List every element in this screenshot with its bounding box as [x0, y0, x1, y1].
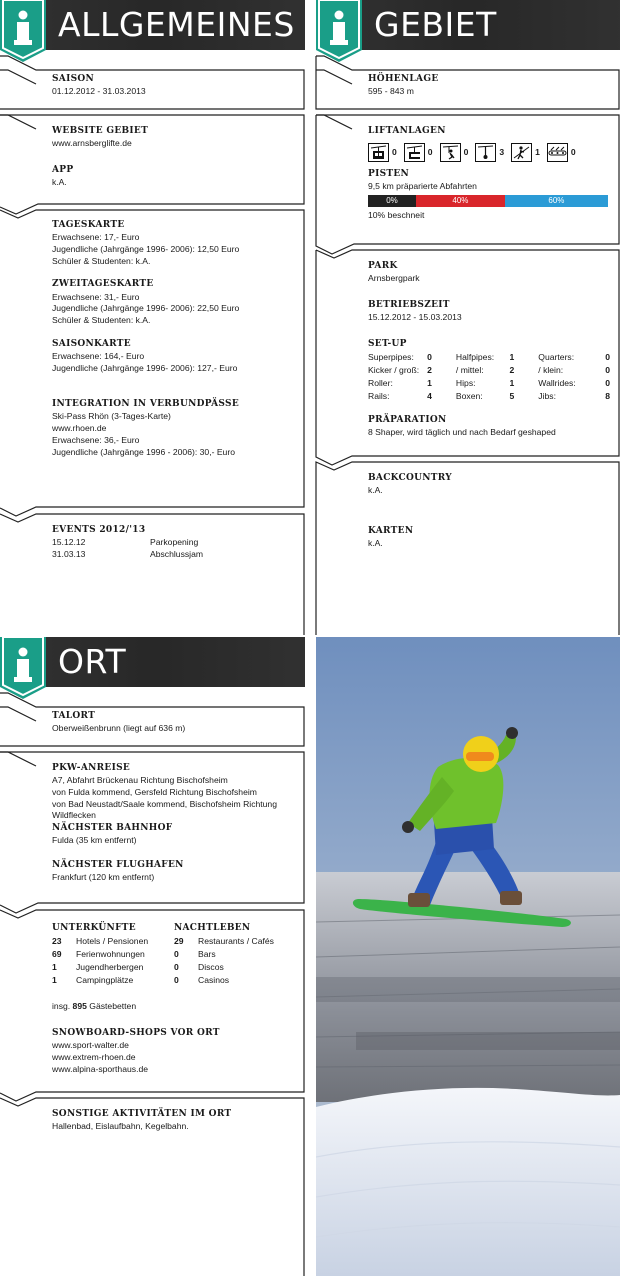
- shops-label: SNOWBOARD-SHOPS VOR ORT: [52, 1027, 220, 1038]
- tageskarte-line: Jugendliche (Jahrgänge 1996- 2006): 12,50 Euro: [52, 243, 240, 254]
- unterkunft-row: [52, 961, 148, 974]
- setup-table: [368, 351, 610, 403]
- pkw-line: von Bad Neustadt/Saale kommend, Bischofsheim Richtung: [52, 798, 277, 809]
- setup-value: 0: [427, 352, 432, 363]
- unterkunft-count: 69: [52, 949, 62, 960]
- event-row: [52, 537, 295, 549]
- event-date: 15.12.12: [52, 537, 86, 548]
- setup-row: [368, 377, 610, 390]
- shop-link[interactable]: www.alpina-sporthaus.de: [52, 1063, 149, 1074]
- unterkunft-row: [52, 974, 148, 987]
- shop-link[interactable]: www.sport-walter.de: [52, 1040, 129, 1051]
- shop-link[interactable]: www.extrem-rhoen.de: [52, 1051, 136, 1062]
- flughafen-label: NÄCHSTER FLUGHAFEN: [52, 859, 184, 870]
- betten-suffix: Gästebetten: [89, 1001, 137, 1012]
- verbund-line: Jugendliche (Jahrgänge 1996 - 2006): 30,- Euro: [52, 446, 235, 457]
- section-title: ALLGEMEINES: [58, 5, 295, 44]
- unterkunft-count: 1: [52, 975, 57, 986]
- event-name: Parkopening: [150, 537, 199, 548]
- setup-name: Quarters:: [538, 352, 575, 363]
- praeparation-label: PRÄPARATION: [368, 415, 447, 426]
- verbund-label: INTEGRATION IN VERBUNDPÄSSE: [52, 399, 239, 410]
- pkw-line: von Fulda kommend, Gersfeld Richtung Bischofsheim: [52, 786, 257, 797]
- nachtleben-name: Discos: [198, 962, 224, 973]
- setup-name: Boxen:: [455, 391, 483, 402]
- unterkunft-count: 1: [52, 962, 57, 973]
- piste-red-segment: 40%: [416, 195, 505, 207]
- tageskarte-line: Erwachsene: 17,- Euro: [52, 232, 140, 243]
- box-hoehenlage: [316, 56, 620, 110]
- nachtleben-count: 0: [174, 975, 179, 986]
- event-date: 31.03.13: [52, 548, 86, 559]
- setup-row: [368, 351, 610, 364]
- verbund-line: Erwachsene: 36,- Euro: [52, 434, 140, 445]
- conveyor-belt-icon: [547, 143, 568, 162]
- info-icon: [316, 0, 362, 62]
- park-label: PARK: [368, 261, 398, 271]
- box-talort: [0, 693, 305, 747]
- setup-name: Wallrides:: [538, 378, 576, 389]
- unterkunft-name: Campingplätze: [76, 975, 134, 986]
- website-link[interactable]: www.arnsberglifte.de: [52, 138, 132, 149]
- sonstige-label: SONSTIGE AKTIVITÄTEN IM ORT: [52, 1109, 232, 1119]
- box-tickets: [0, 210, 305, 508]
- app-label: APP: [52, 164, 74, 175]
- karten-value: k.A.: [368, 538, 383, 549]
- piste-bar: [368, 195, 608, 207]
- setup-name: Halfpipes:: [455, 352, 495, 363]
- setup-row: [368, 364, 610, 377]
- verbund-line: Ski-Pass Rhön (3-Tages-Karte): [52, 411, 171, 422]
- nachtleben-name: Casinos: [198, 975, 230, 986]
- gondola-icon: [368, 143, 389, 162]
- betriebszeit-label: BETRIEBSZEIT: [368, 299, 450, 310]
- nachtleben-name: Bars: [198, 949, 216, 960]
- website-label: WEBSITE GEBIET: [52, 126, 149, 136]
- nachtleben-row: [174, 935, 274, 948]
- lift-count: 0: [392, 146, 397, 157]
- unterkunft-count: 23: [52, 936, 62, 947]
- setup-name: Roller:: [368, 378, 393, 389]
- nachtleben-table: [174, 935, 274, 987]
- setup-name: / mittel:: [455, 365, 484, 376]
- unterkunft-row: [52, 948, 148, 961]
- setup-value: 1: [427, 378, 432, 389]
- saisonkarte-line: Jugendliche (Jahrgänge 1996- 2006): 127,- Euro: [52, 362, 238, 373]
- pisten-value: 9,5 km präparierte Abfahrten: [368, 181, 477, 192]
- karten-label: KARTEN: [368, 525, 414, 536]
- header-allgemeines: [0, 0, 305, 50]
- nachtleben-row: [174, 961, 274, 974]
- lift-item: [404, 143, 433, 162]
- box-unterkuenfte: [0, 910, 305, 1093]
- nachtleben-row: [174, 948, 274, 961]
- backcountry-value: k.A.: [368, 485, 383, 496]
- section-title: ORT: [58, 642, 127, 681]
- beschneit-value: 10% beschneit: [368, 210, 425, 221]
- unterkunft-name: Jugendherbergen: [76, 962, 144, 973]
- bahnhof-label: NÄCHSTER BAHNHOF: [52, 822, 173, 833]
- lift-item: [440, 143, 469, 162]
- nachtleben-count: 0: [174, 962, 179, 973]
- hoehenlage-value: 595 - 843 m: [368, 86, 414, 97]
- setup-name: Rails:: [368, 391, 390, 402]
- pkw-label: PKW-ANREISE: [52, 763, 131, 773]
- lift-count: 3: [499, 146, 505, 157]
- nachtleben-count: 29: [174, 936, 184, 947]
- sonstige-value: Hallenbad, Eislaufbahn, Kegelbahn.: [52, 1121, 189, 1132]
- piste-blue-segment: 60%: [505, 195, 608, 207]
- verbund-link[interactable]: www.rhoen.de: [52, 423, 107, 434]
- setup-name: Superpipes:: [368, 352, 414, 363]
- box-events: [0, 514, 305, 636]
- nachtleben-name: Restaurants / Cafés: [198, 936, 274, 947]
- nachtleben-row: [174, 974, 274, 987]
- setup-value: 0: [605, 365, 610, 376]
- app-value: k.A.: [52, 177, 67, 188]
- saison-value: 01.12.2012 - 31.03.2013: [52, 86, 146, 97]
- lift-list: [368, 143, 610, 162]
- pkw-line: Wildflecken: [52, 810, 96, 821]
- betten-summary: [52, 1001, 295, 1013]
- pkw-line: A7, Abfahrt Brückenau Richtung Bischofsheim: [52, 775, 228, 786]
- button-lift-icon: [475, 143, 496, 162]
- bahnhof-value: Fulda (35 km entfernt): [52, 835, 137, 846]
- snowboarder-illustration: [316, 637, 620, 1276]
- section-title: GEBIET: [374, 5, 497, 44]
- flughafen-value: Frankfurt (120 km entfernt): [52, 872, 155, 883]
- setup-name: Jibs:: [538, 391, 556, 402]
- betten-prefix: insg.: [52, 1001, 71, 1012]
- nachtleben-label: NACHTLEBEN: [174, 923, 251, 933]
- setup-name: Hips:: [455, 378, 476, 389]
- unterkunft-name: Ferienwohnungen: [76, 949, 145, 960]
- zweitageskarte-line: Erwachsene: 31,- Euro: [52, 291, 140, 302]
- pisten-label: PISTEN: [368, 169, 410, 180]
- box-park: [316, 250, 620, 457]
- liftanlagen-label: LIFTANLAGEN: [368, 126, 446, 136]
- setup-value: 1: [509, 378, 515, 389]
- lift-item: [511, 143, 540, 162]
- event-name: Abschlussjam: [150, 548, 204, 559]
- lift-item: [475, 143, 504, 162]
- snowboarder-photo: [316, 637, 620, 1276]
- setup-value: 0: [605, 352, 610, 363]
- chairlift-icon: [404, 143, 425, 162]
- setup-value: 2: [509, 365, 515, 376]
- piste-black-segment: 0%: [368, 195, 416, 207]
- setup-row: [368, 390, 610, 403]
- box-lifts: [316, 115, 620, 245]
- zweitageskarte-line: Schüler & Studenten: k.A.: [52, 314, 151, 325]
- setup-value: 2: [427, 365, 432, 376]
- setup-value: 4: [427, 391, 432, 402]
- talort-value: Oberweißenbrunn (liegt auf 636 m): [52, 723, 186, 734]
- setup-value: 5: [509, 391, 515, 402]
- nachtleben-count: 0: [174, 949, 179, 960]
- talort-label: TALORT: [52, 711, 96, 721]
- saisonkarte-label: SAISONKARTE: [52, 338, 131, 349]
- box-website: [0, 115, 305, 205]
- lift-count: 0: [463, 146, 469, 157]
- event-row: [52, 549, 295, 561]
- info-icon: [0, 637, 46, 699]
- unterkuenfte-table: [52, 935, 148, 987]
- events-label: EVENTS 2012/'13: [52, 525, 146, 535]
- zweitageskarte-line: Jugendliche (Jahrgänge 1996- 2006): 22,50 Euro: [52, 303, 240, 314]
- saisonkarte-line: Erwachsene: 164,- Euro: [52, 350, 145, 361]
- setup-label: SET-UP: [368, 338, 407, 349]
- setup-value: 1: [509, 352, 515, 363]
- box-backcountry: [316, 462, 620, 636]
- setup-value: 0: [605, 378, 610, 389]
- header-gebiet: [316, 0, 620, 50]
- tageskarte-label: TAGESKARTE: [52, 220, 125, 230]
- box-sonstige: [0, 1098, 305, 1276]
- betriebszeit-value: 15.12.2012 - 15.03.2013: [368, 312, 462, 323]
- park-value: Arnsbergpark: [368, 273, 420, 284]
- tageskarte-line: Schüler & Studenten: k.A.: [52, 255, 151, 266]
- lift-count: 1: [535, 146, 540, 157]
- lift-count: 0: [427, 146, 433, 157]
- setup-name: Kicker / groß:: [368, 365, 420, 376]
- praeparation-value: 8 Shaper, wird täglich und nach Bedarf geshaped: [368, 427, 556, 438]
- lift-count: 0: [570, 146, 576, 157]
- zweitageskarte-label: ZWEITAGESKARTE: [52, 279, 154, 290]
- unterkunft-row: [52, 935, 148, 948]
- t-bar-lift-icon: [440, 143, 461, 162]
- rope-tow-icon: [511, 143, 532, 162]
- setup-name: / klein:: [538, 365, 564, 376]
- lift-item: [368, 143, 397, 162]
- info-icon: [0, 0, 46, 62]
- box-anreise: [0, 752, 305, 904]
- setup-value: 8: [605, 391, 610, 402]
- saison-label: SAISON: [52, 74, 95, 84]
- hoehenlage-label: HÖHENLAGE: [368, 74, 439, 84]
- unterkuenfte-label: UNTERKÜNFTE: [52, 923, 136, 933]
- box-saison: [0, 56, 305, 110]
- lift-item: [547, 143, 576, 162]
- unterkunft-name: Hotels / Pensionen: [76, 936, 149, 947]
- betten-count: 895: [72, 1001, 87, 1012]
- backcountry-label: BACKCOUNTRY: [368, 473, 453, 483]
- header-ort: [0, 637, 305, 687]
